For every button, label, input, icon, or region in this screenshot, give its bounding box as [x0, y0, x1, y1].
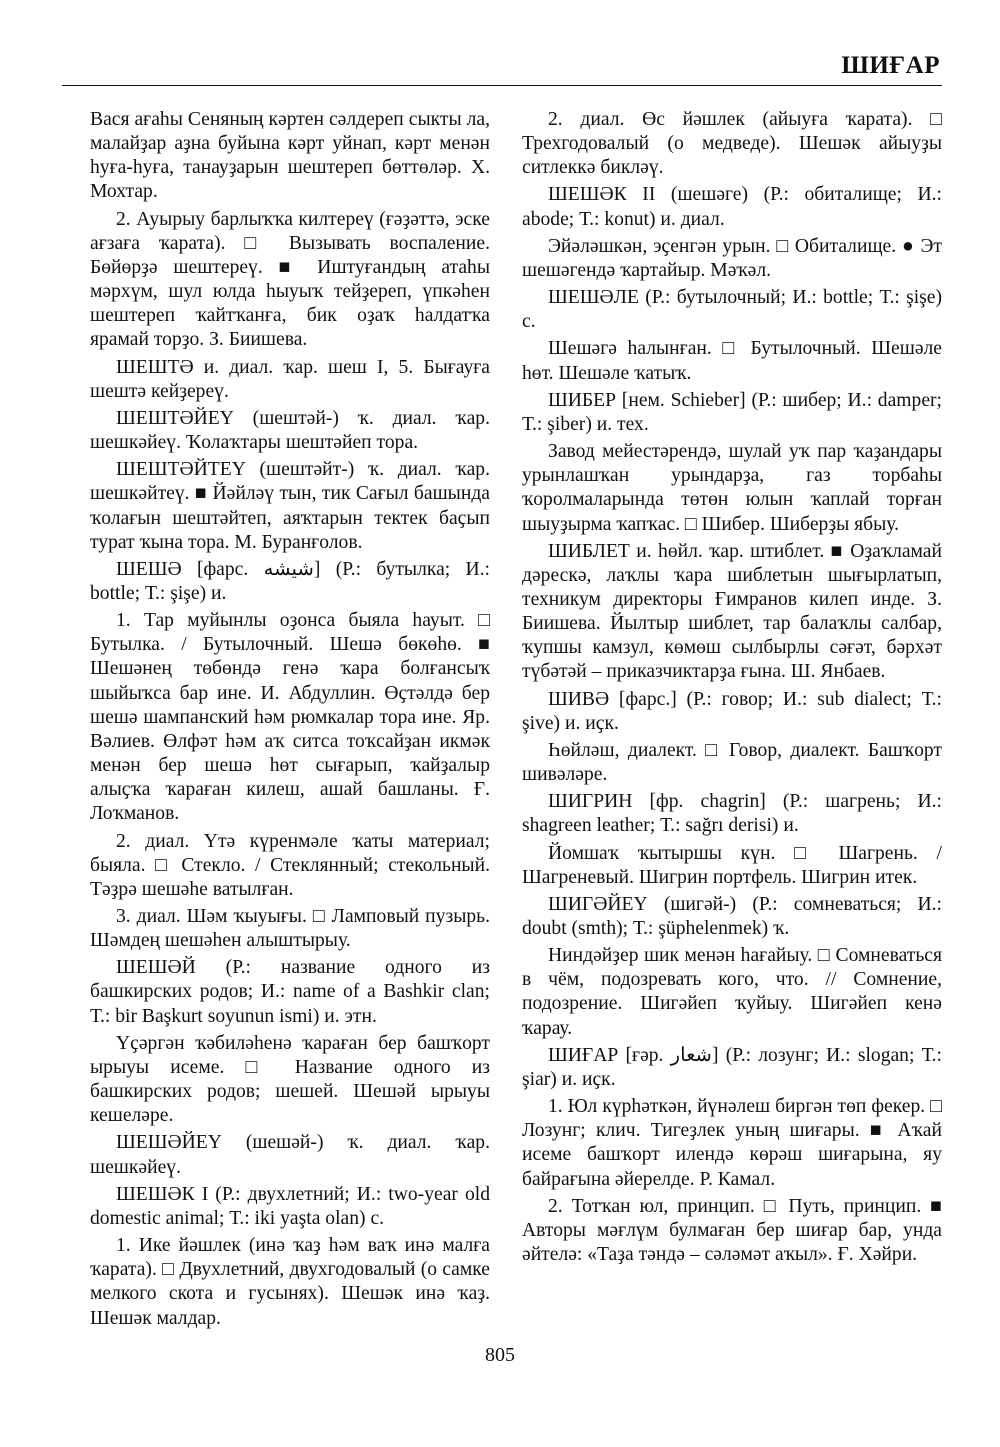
entry-paragraph: 1. Юл күрһәткән, йүнәлеш биргән төп фекер. □ Лозунг; клич. Тигеҙлек уның шиғары. ■ Аҡай исеме башҡорт илендә көрәш шиғарына, яу байрағына әйерелде. Р. Камал. [522, 1096, 942, 1190]
entry-paragraph: 2. Тотҡан юл, принцип. □ Путь, принцип. ■ Авторы мәғлүм булмаған бер шиғар бар, унда әйтелә: «Таҙа тәндә – сәләмәт аҡыл». Ғ. Хәйри. [522, 1195, 942, 1266]
page-number: 805 [485, 1344, 515, 1366]
entry-paragraph: ШИБЛЕТ и. һөйл. ҡар. штиблет. ■ Оҙаҡламай дәрескә, лаҡлы ҡара шиблетын шығырлатып, техникум директоры Ғимранов килеп инде. З. Биишева. Йылтыр шиблет, тар балаҡлы салбар, ҡупшы камзул, көмөш сылбырлы сәғәт, бәрхәт түбәтәй – приказчиктарҙа ғына. Ш. Янбаев. [522, 540, 942, 683]
entry-paragraph: ШЕШТӘЙЕҮ (шештәй-) ҡ. диал. ҡар. шешкәйеү. Ҡолаҡтары шештәйеп тора. [90, 407, 490, 454]
entry-paragraph: ШИГӘЙЕҮ (шигәй-) (Р.: сомневаться; И.: doubt (smth); Т.: şüphelenmek) ҡ. [522, 893, 942, 939]
entry-paragraph: 2. диал. Үтә күренмәле ҡаты материал; быяла. □ Стекло. / Стеклянный; стекольный. Тәҙрә шешәһе ватылған. [90, 830, 490, 900]
entry-paragraph: ШЕШӘ [фарс. شيشه] (Р.: бутылка; И.: bottle; Т.: şişe) и. [90, 558, 490, 604]
entry-paragraph: ШИҒАР [ғәр. شعار] (Р.: лозунг; И.: slogan; Т.: şiar) и. иҫк. [522, 1044, 942, 1090]
entry-paragraph: Шешәгә һалынған. □ Бутылочный. Шешәле һөт. Шешәле ҡатыҡ. [522, 338, 942, 384]
entry-paragraph: ШЕШӘЛЕ (Р.: бутылочный; И.: bottle; Т.: şişe) с. [522, 287, 942, 333]
running-head: ШИҒАР [841, 52, 940, 79]
header-rule [62, 85, 942, 86]
entry-paragraph: Вася ағаһы Сеняның кәртен сәлдереп сыкты ла, малайҙар аҙна буйына кәрт уйнап, кәрт менән һуға-һуға, танауҙарын шештереп бөттөләр. Х. Мохтар. [90, 109, 490, 203]
entry-paragraph: 1. Ике йәшлек (инә ҡаҙ һәм ваҡ инә малға ҡарата). □ Двухлетний, двухгодовалый (о самке мелкого скота и гусынях). Шешәк инә ҡаҙ. Шешәк малдар. [90, 1235, 490, 1329]
right-column [522, 108, 942, 1270]
entry-paragraph: Һөйләш, диалект. □ Говор, диалект. Башҡорт шивәләре. [522, 739, 942, 786]
entry-paragraph: ШЕШТӘ и. диал. ҡар. шеш I, 5. Бығауға шештә кейҙереү. [90, 356, 490, 402]
entry-paragraph: ШЕШӘЙЕҮ (шешәй-) ҡ. диал. ҡар. шешкәйеү. [90, 1132, 490, 1178]
entry-paragraph: Үҫәргән ҡәбиләһенә ҡараған бер башҡорт ырыуы исеме. □ Название одного из башкирских родов; шешей. Шешәй ырыуы кешеләре. [90, 1032, 490, 1127]
entry-paragraph: 2. диал. Өс йәшлек (айыуға ҡарата). □ Трехгодовалый (о медведе). Шешәк айыуҙы ситлеккә бикләү. [522, 109, 942, 179]
entry-paragraph: ШИВӘ [фарс.] (Р.: говор; И.: sub dialect; Т.: şive) и. иҫк. [522, 688, 942, 734]
entry-paragraph: 1. Тар муйынлы оҙонса быяла һауыт. □ Бутылка. / Бутылочный. Шешә бөкөһө. ■ Шешәнең төбөндә генә ҡара болғансыҡ шыйыҡса бар ине. И. Абдуллин. Өҫтәлдә бер шешә шампанский һәм рюмкалар тора ине. Яр. Вәлиев. Өлфәт һәм аҡ ситса тоҡсайҙан икмәк менән бер шешә һөт сығарып, ҡайҙалыр алыҫҡа ҡараған килеш, ашай башланы. Ғ. Лоҡманов. [90, 610, 490, 825]
entry-paragraph: Завод мейестәрендә, шулай уҡ пар ҡаҙандары урынлашҡан урындарҙа, газ торбаһы ҡоролмаларында төтөн юлын ҡаплай торған шыуҙырма ҡапҡас. □ Шибер. Шиберҙы ябыу. [522, 441, 942, 535]
entry-paragraph: Ниндәйҙер шик менән һағайыу. □ Сомневаться в чём, подозревать кого, что. // Сомнение, подозрение. Шигәйеп ҡуйыу. Шигәйеп кенә ҡарау. [522, 945, 942, 1039]
entry-paragraph: ШИБЕР [нем. Schieber] (Р.: шибер; И.: damper; Т.: şiber) и. тех. [522, 389, 942, 435]
left-column [90, 108, 490, 1334]
entry-paragraph: Йомшаҡ ҡытыршы күн. □ Шагрень. / Шагреневый. Шигрин портфель. Шигрин итек. [522, 842, 942, 888]
entry-paragraph: Эйәләшкән, эҫенгән урын. □ Обиталище. ● Эт шешәгендә ҡартайыр. Мәҡәл. [522, 235, 942, 281]
entry-paragraph: 3. диал. Шәм ҡыуығы. □ Ламповый пузырь. Шәмдең шешәһен алыштырыу. [90, 906, 490, 952]
entry-paragraph: ШЕШТӘЙТЕҮ (шештәйт-) ҡ. диал. ҡар. шешкәйтеү. ■ Йәйләү тын, тик Сағыл башында ҡолағын шештәйтеп, аяҡтарын тектек баҫып турат ҡына тора. М. Буранғолов. [90, 459, 490, 553]
entry-paragraph: ШЕШӘК I (Р.: двухлетний; И.: two-year old domestic animal; Т.: iki yaşta olan) с. [90, 1183, 490, 1229]
entry-paragraph: ШИГРИН [фр. chagrin] (Р.: шагрень; И.: shagreen leather; Т.: sağrı derisi) и. [522, 791, 942, 837]
entry-paragraph: ШЕШӘК II (шешәге) (Р.: обиталище; И.: abode; Т.: konut) и. диал. [522, 184, 942, 230]
entry-paragraph: ШЕШӘЙ (Р.: название одного из башкирских родов; И.: name of a Bashkir clan; Т.: bir Başkurt soyunun ismi) и. этн. [90, 957, 490, 1027]
entry-paragraph: 2. Ауырыу барлыҡҡа килтереү (ғәҙәттә, эске ағзаға ҡарата). □ Вызывать воспаление. Бөйөрҙә шештереү. ■ Иштуғандың атаһы мәрхүм, шул юлда һыуыҡ тейҙереп, үпкәһен шештереп ҡайтҡанға, бик оҙаҡ һалдатҡа ярамай торҙо. З. Биишева. [90, 208, 490, 351]
